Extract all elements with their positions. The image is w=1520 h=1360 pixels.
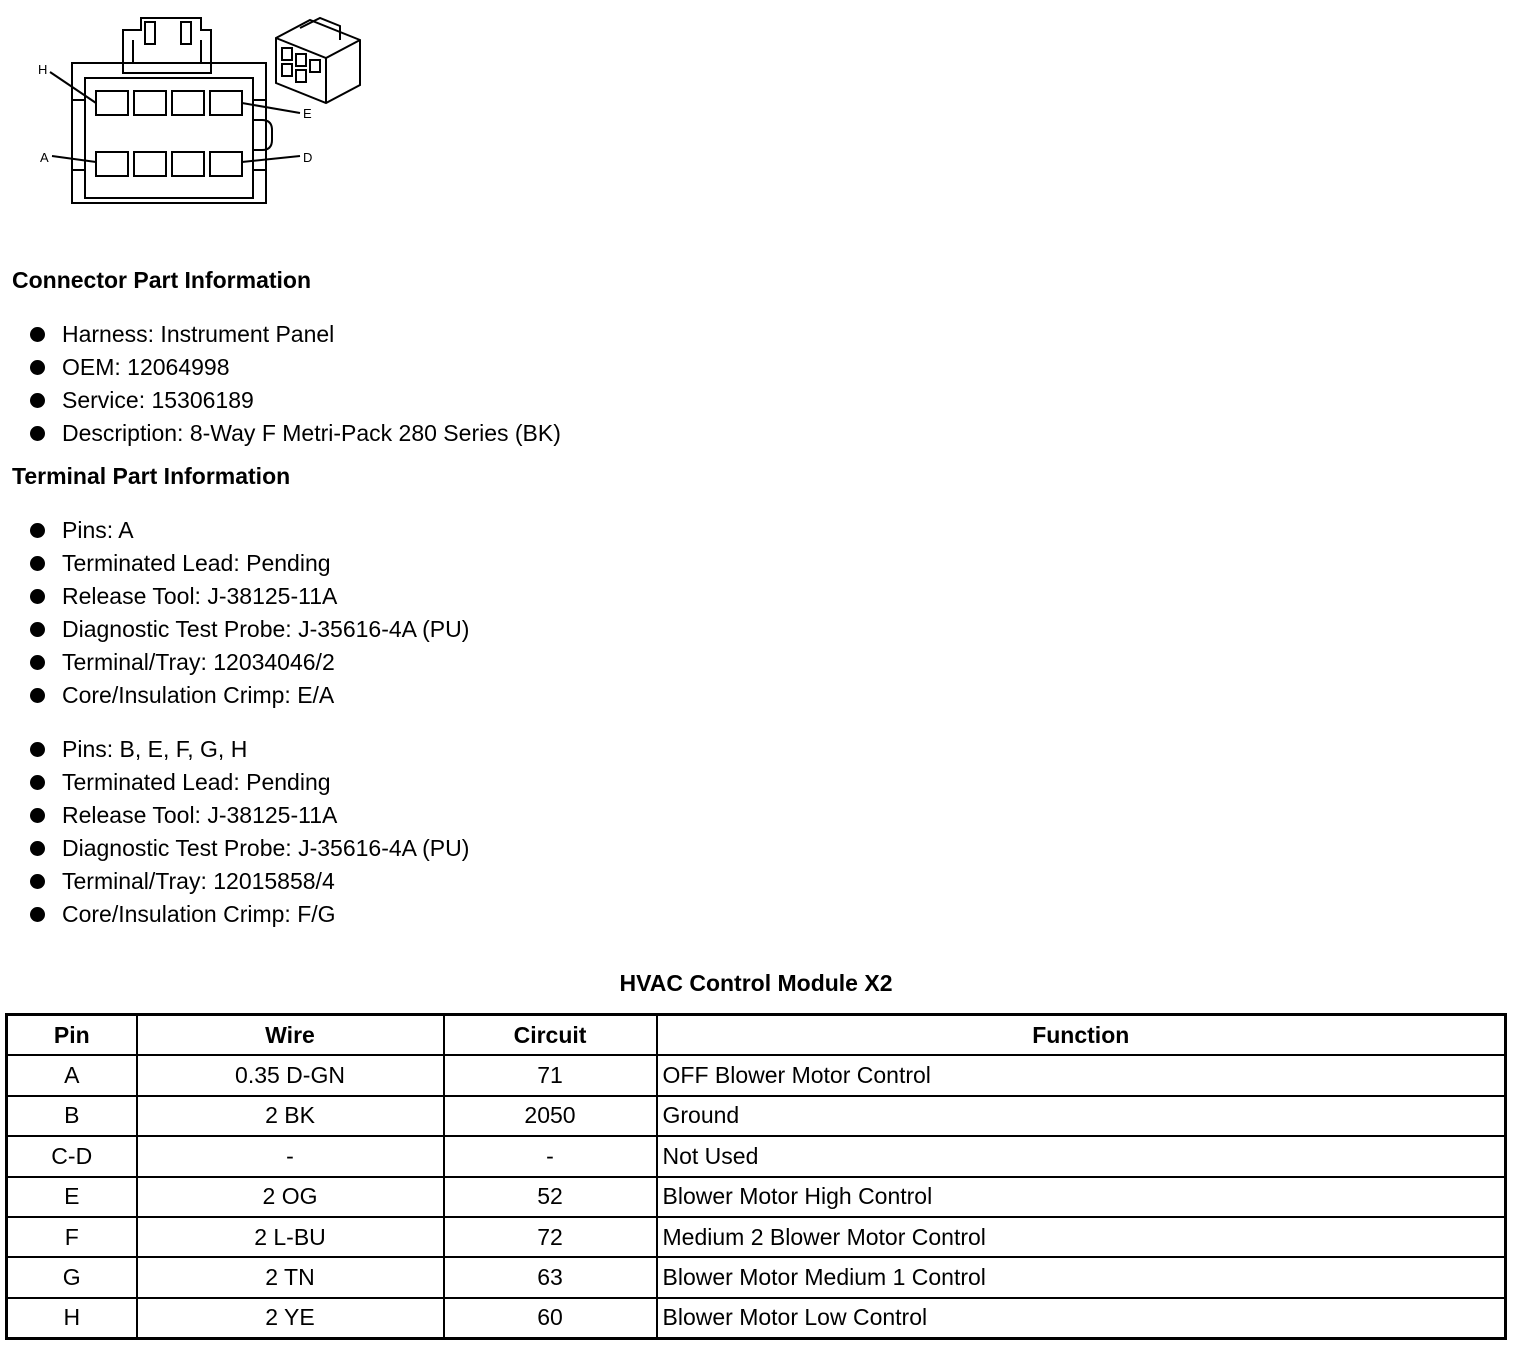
list-item: Terminal/Tray: 12015858/4 [29, 865, 469, 898]
cell-function: Blower Motor High Control [657, 1177, 1506, 1217]
pin-label-e: E [303, 106, 312, 121]
list-item: Harness: Instrument Panel [29, 318, 561, 351]
header-circuit: Circuit [444, 1015, 657, 1056]
list-item: Core/Insulation Crimp: E/A [29, 679, 469, 712]
cell-function: Blower Motor Low Control [657, 1298, 1506, 1339]
cell-function: Not Used [657, 1136, 1506, 1176]
pin-label-a: A [40, 150, 49, 165]
list-item: Terminated Lead: Pending [29, 766, 469, 799]
connector-diagram [0, 0, 380, 215]
cell-circuit: 72 [444, 1217, 657, 1257]
list-item: Diagnostic Test Probe: J-35616-4A (PU) [29, 613, 469, 646]
pin-label-d: D [303, 150, 313, 165]
table-row [7, 1055, 1506, 1095]
list-item: Release Tool: J-38125-11A [29, 799, 469, 832]
table-row [7, 1096, 1506, 1136]
header-function: Function [657, 1015, 1506, 1056]
cell-wire: 2 YE [137, 1298, 444, 1339]
connector-info-list [29, 318, 561, 450]
cell-wire: 2 L-BU [137, 1217, 444, 1257]
cell-wire: 2 BK [137, 1096, 444, 1136]
cell-circuit: 2050 [444, 1096, 657, 1136]
list-item: OEM: 12064998 [29, 351, 561, 384]
terminal-info-list-1 [29, 514, 469, 712]
list-item: Description: 8-Way F Metri-Pack 280 Series (BK) [29, 417, 561, 450]
table-row [7, 1136, 1506, 1176]
pin-table [5, 1013, 1507, 1340]
list-item: Terminated Lead: Pending [29, 547, 469, 580]
cell-function: OFF Blower Motor Control [657, 1055, 1506, 1095]
list-item: Release Tool: J-38125-11A [29, 580, 469, 613]
cell-pin: G [7, 1257, 137, 1297]
list-item: Pins: B, E, F, G, H [29, 733, 469, 766]
cell-pin: C-D [7, 1136, 137, 1176]
header-wire: Wire [137, 1015, 444, 1056]
cell-pin: E [7, 1177, 137, 1217]
cell-wire: 0.35 D-GN [137, 1055, 444, 1095]
table-header-row [7, 1015, 1506, 1056]
list-item: Service: 15306189 [29, 384, 561, 417]
connector-section-title: Connector Part Information [12, 267, 312, 293]
cell-pin: H [7, 1298, 137, 1339]
header-pin: Pin [7, 1015, 137, 1056]
cell-function: Ground [657, 1096, 1506, 1136]
cell-wire: 2 TN [137, 1257, 444, 1297]
cell-function: Medium 2 Blower Motor Control [657, 1217, 1506, 1257]
cell-circuit: - [444, 1136, 657, 1176]
cell-circuit: 71 [444, 1055, 657, 1095]
cell-wire: - [137, 1136, 444, 1176]
list-item: Pins: A [29, 514, 469, 547]
cell-pin: A [7, 1055, 137, 1095]
cell-function: Blower Motor Medium 1 Control [657, 1257, 1506, 1297]
list-item: Diagnostic Test Probe: J-35616-4A (PU) [29, 832, 469, 865]
cell-wire: 2 OG [137, 1177, 444, 1217]
cell-circuit: 60 [444, 1298, 657, 1339]
cell-pin: B [7, 1096, 137, 1136]
table-row [7, 1257, 1506, 1297]
cell-circuit: 52 [444, 1177, 657, 1217]
pin-label-h: H [38, 62, 48, 77]
table-title: HVAC Control Module X2 [619, 970, 893, 996]
terminal-section-title: Terminal Part Information [12, 463, 291, 489]
terminal-info-list-2 [29, 733, 469, 931]
table-row [7, 1177, 1506, 1217]
table-row [7, 1298, 1506, 1339]
list-item: Terminal/Tray: 12034046/2 [29, 646, 469, 679]
cell-circuit: 63 [444, 1257, 657, 1297]
table-row [7, 1217, 1506, 1257]
list-item: Core/Insulation Crimp: F/G [29, 898, 469, 931]
cell-pin: F [7, 1217, 137, 1257]
